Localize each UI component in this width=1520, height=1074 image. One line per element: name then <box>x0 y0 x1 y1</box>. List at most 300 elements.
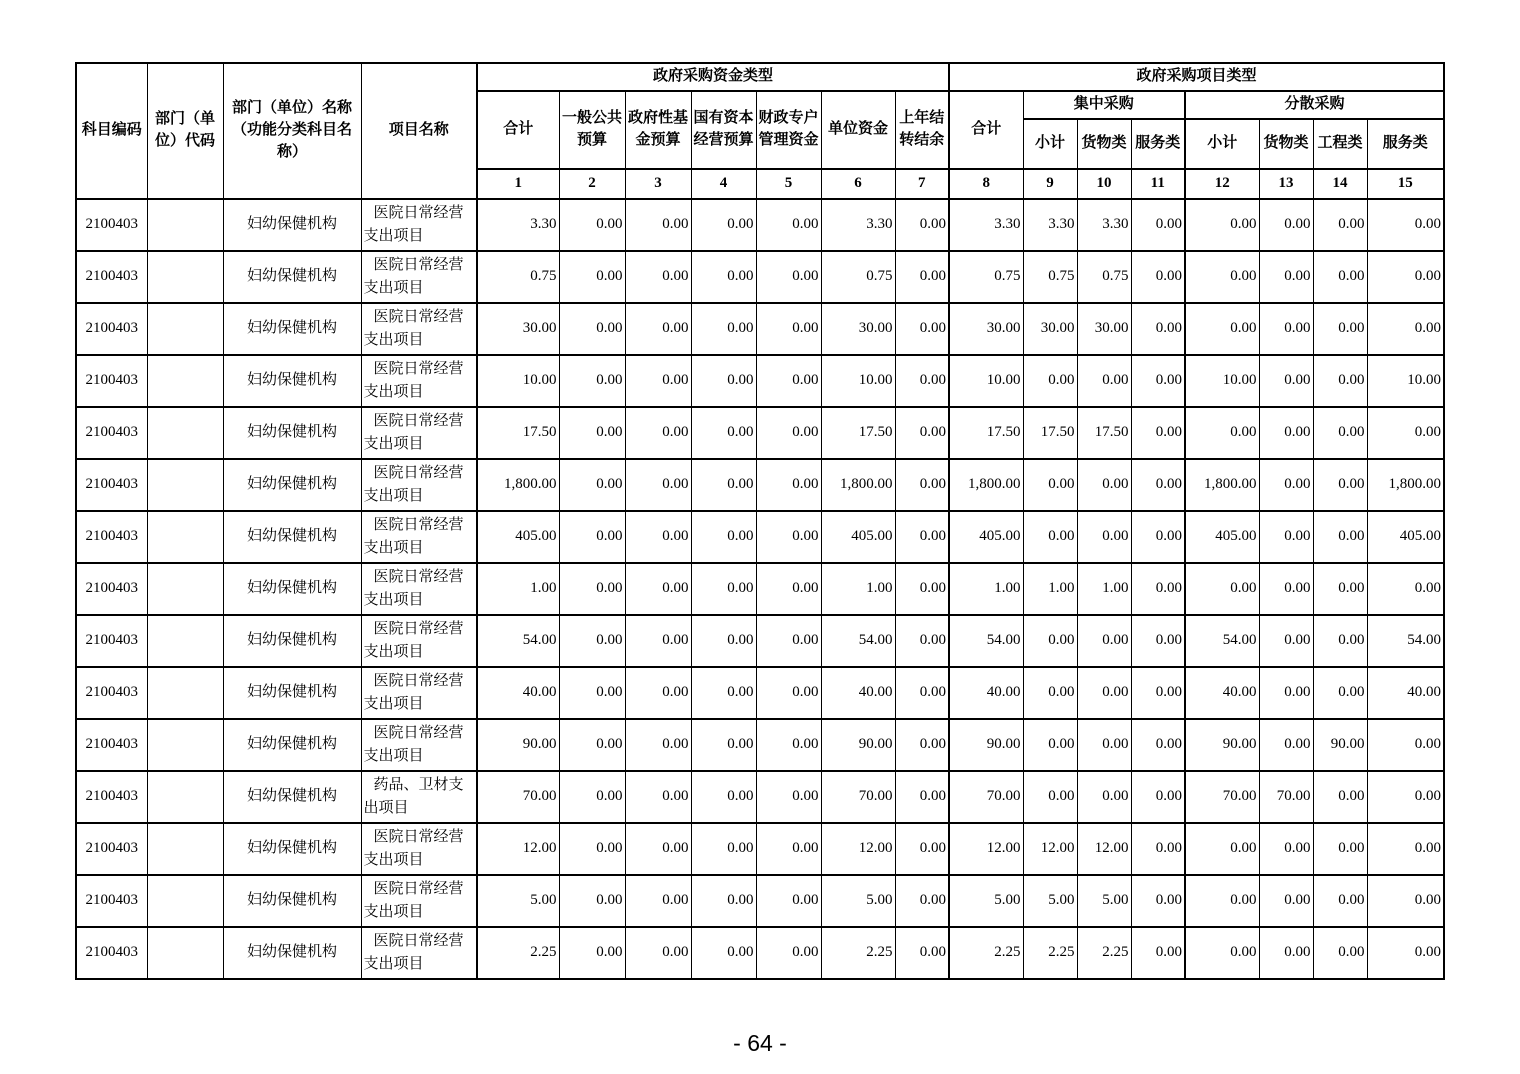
column-number: 5 <box>756 169 821 199</box>
cell-value: 0.75 <box>821 251 895 303</box>
cell-subject-code: 2100403 <box>76 823 147 875</box>
cell-value: 0.00 <box>691 823 756 875</box>
cell-value: 12.00 <box>821 823 895 875</box>
cell-value: 10.00 <box>1185 355 1259 407</box>
header-decentralized-services: 服务类 <box>1367 119 1444 169</box>
column-number: 9 <box>1023 169 1077 199</box>
cell-value: 0.00 <box>1259 667 1313 719</box>
cell-value: 0.75 <box>1077 251 1131 303</box>
budget-table-container <box>75 62 1443 980</box>
cell-value: 40.00 <box>477 667 559 719</box>
table-row <box>76 875 1444 927</box>
cell-value: 405.00 <box>821 511 895 563</box>
cell-value: 3.30 <box>821 199 895 251</box>
cell-dept-code <box>147 927 223 979</box>
cell-value: 0.00 <box>1077 355 1131 407</box>
cell-value: 0.00 <box>756 563 821 615</box>
table-row <box>76 199 1444 251</box>
cell-value: 0.00 <box>1313 407 1367 459</box>
table-row <box>76 719 1444 771</box>
cell-value: 0.00 <box>691 199 756 251</box>
cell-value: 0.00 <box>691 355 756 407</box>
cell-value: 0.00 <box>1023 771 1077 823</box>
cell-value: 54.00 <box>1185 615 1259 667</box>
cell-value: 0.00 <box>1023 511 1077 563</box>
cell-value: 70.00 <box>1259 771 1313 823</box>
cell-value: 12.00 <box>1077 823 1131 875</box>
cell-value: 0.00 <box>625 771 691 823</box>
cell-value: 0.00 <box>1259 511 1313 563</box>
cell-value: 0.00 <box>625 875 691 927</box>
cell-value: 0.00 <box>895 355 949 407</box>
cell-value: 0.00 <box>691 719 756 771</box>
cell-value: 0.00 <box>1367 875 1444 927</box>
cell-value: 0.00 <box>559 667 625 719</box>
cell-value: 0.00 <box>895 771 949 823</box>
cell-value: 0.00 <box>756 615 821 667</box>
cell-value: 0.00 <box>1367 407 1444 459</box>
cell-value: 0.00 <box>625 615 691 667</box>
cell-value: 0.00 <box>625 199 691 251</box>
cell-value: 405.00 <box>1185 511 1259 563</box>
cell-value: 0.00 <box>756 927 821 979</box>
cell-value: 30.00 <box>821 303 895 355</box>
cell-value: 0.00 <box>1259 823 1313 875</box>
cell-value: 10.00 <box>1367 355 1444 407</box>
cell-value: 30.00 <box>1077 303 1131 355</box>
cell-value: 10.00 <box>949 355 1023 407</box>
cell-value: 0.00 <box>895 251 949 303</box>
header-state-capital-budget: 国有资本经营预算 <box>691 91 756 169</box>
cell-value: 10.00 <box>477 355 559 407</box>
header-carryover: 上年结转结余 <box>895 91 949 169</box>
cell-dept-code <box>147 771 223 823</box>
cell-value: 5.00 <box>1023 875 1077 927</box>
cell-value: 0.00 <box>1023 615 1077 667</box>
table-row <box>76 927 1444 979</box>
cell-value: 0.00 <box>1023 459 1077 511</box>
cell-subject-code: 2100403 <box>76 251 147 303</box>
cell-value: 0.00 <box>625 667 691 719</box>
cell-dept-name: 妇幼保健机构 <box>223 355 361 407</box>
cell-value: 0.00 <box>756 303 821 355</box>
cell-project-name: 医院日常经营支出项目 <box>361 875 477 927</box>
cell-value: 0.00 <box>1131 615 1185 667</box>
cell-value: 0.00 <box>1313 667 1367 719</box>
cell-value: 54.00 <box>1367 615 1444 667</box>
table-row <box>76 771 1444 823</box>
cell-subject-code: 2100403 <box>76 199 147 251</box>
cell-value: 0.00 <box>1367 563 1444 615</box>
cell-value: 70.00 <box>821 771 895 823</box>
cell-value: 0.00 <box>559 719 625 771</box>
cell-dept-name: 妇幼保健机构 <box>223 719 361 771</box>
cell-value: 0.00 <box>559 459 625 511</box>
cell-value: 0.00 <box>756 355 821 407</box>
cell-value: 0.00 <box>756 875 821 927</box>
cell-value: 0.75 <box>1023 251 1077 303</box>
cell-value: 0.00 <box>756 199 821 251</box>
cell-dept-code <box>147 719 223 771</box>
cell-value: 0.00 <box>1131 927 1185 979</box>
cell-dept-name: 妇幼保健机构 <box>223 303 361 355</box>
cell-value: 0.00 <box>1185 303 1259 355</box>
cell-value: 0.00 <box>691 303 756 355</box>
cell-value: 0.00 <box>625 719 691 771</box>
cell-subject-code: 2100403 <box>76 667 147 719</box>
cell-value: 0.00 <box>895 199 949 251</box>
header-project-name: 项目名称 <box>361 63 477 199</box>
cell-value: 0.00 <box>1185 199 1259 251</box>
cell-value: 0.00 <box>559 615 625 667</box>
cell-value: 0.00 <box>691 927 756 979</box>
column-number: 10 <box>1077 169 1131 199</box>
cell-value: 0.00 <box>1259 355 1313 407</box>
cell-value: 2.25 <box>949 927 1023 979</box>
header-centralized-services: 服务类 <box>1131 119 1185 169</box>
cell-value: 1,800.00 <box>821 459 895 511</box>
cell-value: 30.00 <box>1023 303 1077 355</box>
cell-value: 0.00 <box>895 511 949 563</box>
cell-value: 2.25 <box>1023 927 1077 979</box>
cell-value: 54.00 <box>949 615 1023 667</box>
header-fund-total: 合计 <box>477 91 559 169</box>
cell-dept-name: 妇幼保健机构 <box>223 407 361 459</box>
table-row <box>76 667 1444 719</box>
cell-value: 0.00 <box>1367 823 1444 875</box>
cell-value: 0.00 <box>625 823 691 875</box>
table-row <box>76 251 1444 303</box>
table-row <box>76 459 1444 511</box>
cell-project-name: 医院日常经营支出项目 <box>361 615 477 667</box>
cell-value: 0.00 <box>1185 823 1259 875</box>
procurement-budget-table <box>75 62 1445 980</box>
cell-value: 90.00 <box>1313 719 1367 771</box>
cell-value: 0.00 <box>559 355 625 407</box>
cell-value: 0.00 <box>691 667 756 719</box>
cell-value: 0.00 <box>1023 355 1077 407</box>
cell-value: 0.00 <box>756 719 821 771</box>
cell-value: 0.00 <box>1131 303 1185 355</box>
cell-value: 0.00 <box>895 615 949 667</box>
cell-value: 0.00 <box>691 407 756 459</box>
cell-value: 17.50 <box>477 407 559 459</box>
cell-value: 10.00 <box>821 355 895 407</box>
cell-dept-code <box>147 355 223 407</box>
cell-subject-code: 2100403 <box>76 355 147 407</box>
cell-value: 0.00 <box>1077 771 1131 823</box>
cell-value: 0.00 <box>1259 563 1313 615</box>
cell-value: 0.00 <box>1131 719 1185 771</box>
cell-dept-name: 妇幼保健机构 <box>223 927 361 979</box>
cell-value: 405.00 <box>949 511 1023 563</box>
cell-subject-code: 2100403 <box>76 875 147 927</box>
cell-value: 0.00 <box>625 459 691 511</box>
cell-value: 0.00 <box>895 303 949 355</box>
cell-value: 0.00 <box>1131 875 1185 927</box>
cell-value: 90.00 <box>477 719 559 771</box>
header-project-type-group: 政府采购项目类型 <box>949 63 1444 91</box>
header-centralized-subtotal: 小计 <box>1023 119 1077 169</box>
cell-dept-code <box>147 303 223 355</box>
column-number: 3 <box>625 169 691 199</box>
cell-value: 40.00 <box>1367 667 1444 719</box>
cell-value: 0.00 <box>895 927 949 979</box>
header-centralized-goods: 货物类 <box>1077 119 1131 169</box>
cell-value: 0.00 <box>559 407 625 459</box>
table-body <box>76 199 1444 979</box>
column-number: 7 <box>895 169 949 199</box>
cell-subject-code: 2100403 <box>76 563 147 615</box>
cell-value: 0.00 <box>1367 771 1444 823</box>
cell-value: 0.00 <box>1131 667 1185 719</box>
header-decentralized-group: 分散采购 <box>1185 91 1444 119</box>
cell-dept-name: 妇幼保健机构 <box>223 615 361 667</box>
cell-project-name: 医院日常经营支出项目 <box>361 927 477 979</box>
cell-value: 0.00 <box>559 251 625 303</box>
cell-dept-name: 妇幼保健机构 <box>223 667 361 719</box>
cell-value: 0.00 <box>559 875 625 927</box>
cell-value: 70.00 <box>477 771 559 823</box>
cell-value: 3.30 <box>1077 199 1131 251</box>
column-number: 15 <box>1367 169 1444 199</box>
column-number: 11 <box>1131 169 1185 199</box>
cell-value: 1.00 <box>949 563 1023 615</box>
cell-value: 0.00 <box>895 823 949 875</box>
column-number: 14 <box>1313 169 1367 199</box>
cell-value: 0.00 <box>1367 719 1444 771</box>
table-row <box>76 511 1444 563</box>
cell-value: 0.00 <box>1367 303 1444 355</box>
cell-value: 0.00 <box>1077 667 1131 719</box>
cell-value: 0.00 <box>1185 563 1259 615</box>
table-row <box>76 355 1444 407</box>
cell-value: 90.00 <box>821 719 895 771</box>
cell-value: 0.00 <box>1259 927 1313 979</box>
cell-value: 0.00 <box>895 667 949 719</box>
table-row <box>76 407 1444 459</box>
cell-value: 54.00 <box>477 615 559 667</box>
cell-value: 0.00 <box>1077 615 1131 667</box>
cell-value: 0.00 <box>1131 823 1185 875</box>
cell-value: 0.00 <box>1259 199 1313 251</box>
cell-value: 0.00 <box>1077 459 1131 511</box>
cell-value: 0.00 <box>559 303 625 355</box>
cell-value: 0.00 <box>1367 251 1444 303</box>
header-fund-type-group: 政府采购资金类型 <box>477 63 949 91</box>
cell-value: 12.00 <box>1023 823 1077 875</box>
cell-project-name: 医院日常经营支出项目 <box>361 303 477 355</box>
cell-value: 0.00 <box>756 251 821 303</box>
cell-value: 0.00 <box>1313 563 1367 615</box>
cell-value: 0.00 <box>1131 199 1185 251</box>
cell-value: 3.30 <box>477 199 559 251</box>
column-number: 2 <box>559 169 625 199</box>
cell-value: 90.00 <box>949 719 1023 771</box>
column-number: 13 <box>1259 169 1313 199</box>
column-number: 12 <box>1185 169 1259 199</box>
cell-value: 0.00 <box>1023 719 1077 771</box>
cell-value: 2.25 <box>821 927 895 979</box>
cell-value: 3.30 <box>1023 199 1077 251</box>
cell-value: 0.00 <box>1023 667 1077 719</box>
cell-dept-name: 妇幼保健机构 <box>223 823 361 875</box>
cell-value: 0.00 <box>1313 355 1367 407</box>
cell-dept-code <box>147 823 223 875</box>
cell-value: 1,800.00 <box>1185 459 1259 511</box>
header-dept-code: 部门（单位）代码 <box>147 63 223 199</box>
cell-value: 0.00 <box>1259 459 1313 511</box>
cell-value: 0.00 <box>1077 719 1131 771</box>
cell-dept-code <box>147 459 223 511</box>
cell-value: 405.00 <box>477 511 559 563</box>
cell-value: 0.00 <box>625 303 691 355</box>
cell-value: 1.00 <box>1023 563 1077 615</box>
cell-value: 1.00 <box>1077 563 1131 615</box>
cell-value: 17.50 <box>949 407 1023 459</box>
cell-value: 40.00 <box>821 667 895 719</box>
cell-value: 0.00 <box>1131 355 1185 407</box>
cell-project-name: 医院日常经营支出项目 <box>361 667 477 719</box>
cell-project-name: 医院日常经营支出项目 <box>361 823 477 875</box>
cell-value: 0.00 <box>691 511 756 563</box>
cell-value: 30.00 <box>949 303 1023 355</box>
cell-project-name: 医院日常经营支出项目 <box>361 719 477 771</box>
cell-value: 0.00 <box>1185 927 1259 979</box>
cell-dept-code <box>147 667 223 719</box>
cell-value: 0.00 <box>1259 251 1313 303</box>
cell-value: 1,800.00 <box>1367 459 1444 511</box>
column-number: 1 <box>477 169 559 199</box>
cell-value: 0.00 <box>625 511 691 563</box>
cell-value: 0.00 <box>756 511 821 563</box>
table-row <box>76 823 1444 875</box>
cell-value: 0.00 <box>559 823 625 875</box>
cell-subject-code: 2100403 <box>76 459 147 511</box>
cell-project-name: 医院日常经营支出项目 <box>361 563 477 615</box>
cell-value: 0.00 <box>625 927 691 979</box>
header-dept-name: 部门（单位）名称（功能分类科目名称） <box>223 63 361 199</box>
cell-value: 17.50 <box>821 407 895 459</box>
cell-project-name: 医院日常经营支出项目 <box>361 407 477 459</box>
cell-project-name: 医院日常经营支出项目 <box>361 199 477 251</box>
cell-value: 0.00 <box>625 563 691 615</box>
cell-value: 1.00 <box>477 563 559 615</box>
column-number: 6 <box>821 169 895 199</box>
cell-value: 30.00 <box>477 303 559 355</box>
cell-value: 0.00 <box>625 355 691 407</box>
cell-project-name: 药品、卫材支出项目 <box>361 771 477 823</box>
cell-value: 0.00 <box>1131 407 1185 459</box>
cell-value: 0.00 <box>756 407 821 459</box>
column-number: 8 <box>949 169 1023 199</box>
cell-value: 0.00 <box>756 459 821 511</box>
header-govt-fund-budget: 政府性基金预算 <box>625 91 691 169</box>
cell-value: 90.00 <box>1185 719 1259 771</box>
header-row-groups <box>76 63 1444 91</box>
cell-value: 0.00 <box>1367 927 1444 979</box>
header-unit-funds: 单位资金 <box>821 91 895 169</box>
cell-value: 17.50 <box>1077 407 1131 459</box>
cell-dept-code <box>147 511 223 563</box>
cell-value: 0.00 <box>1313 303 1367 355</box>
cell-value: 0.00 <box>559 563 625 615</box>
cell-value: 12.00 <box>949 823 1023 875</box>
cell-value: 5.00 <box>949 875 1023 927</box>
column-number: 4 <box>691 169 756 199</box>
cell-value: 5.00 <box>477 875 559 927</box>
cell-value: 2.25 <box>1077 927 1131 979</box>
cell-value: 40.00 <box>949 667 1023 719</box>
cell-value: 0.00 <box>895 719 949 771</box>
cell-dept-name: 妇幼保健机构 <box>223 511 361 563</box>
cell-value: 0.00 <box>691 875 756 927</box>
cell-value: 0.00 <box>1259 303 1313 355</box>
cell-value: 0.00 <box>1185 875 1259 927</box>
cell-project-name: 医院日常经营支出项目 <box>361 459 477 511</box>
cell-value: 0.00 <box>1313 459 1367 511</box>
cell-value: 0.00 <box>1131 459 1185 511</box>
cell-subject-code: 2100403 <box>76 719 147 771</box>
cell-value: 1,800.00 <box>949 459 1023 511</box>
cell-dept-name: 妇幼保健机构 <box>223 771 361 823</box>
cell-value: 0.00 <box>1313 615 1367 667</box>
cell-value: 5.00 <box>821 875 895 927</box>
cell-subject-code: 2100403 <box>76 407 147 459</box>
cell-value: 0.00 <box>1259 719 1313 771</box>
cell-value: 1.00 <box>821 563 895 615</box>
cell-dept-code <box>147 615 223 667</box>
cell-dept-code <box>147 563 223 615</box>
cell-value: 0.00 <box>625 251 691 303</box>
cell-dept-code <box>147 407 223 459</box>
cell-value: 12.00 <box>477 823 559 875</box>
cell-value: 0.00 <box>625 407 691 459</box>
cell-value: 0.00 <box>1313 927 1367 979</box>
cell-value: 40.00 <box>1185 667 1259 719</box>
cell-value: 0.75 <box>477 251 559 303</box>
cell-value: 5.00 <box>1077 875 1131 927</box>
cell-value: 0.00 <box>559 511 625 563</box>
cell-value: 0.00 <box>559 927 625 979</box>
cell-value: 0.00 <box>559 771 625 823</box>
cell-value: 1,800.00 <box>477 459 559 511</box>
table-row <box>76 303 1444 355</box>
cell-value: 0.00 <box>559 199 625 251</box>
cell-value: 0.00 <box>1131 511 1185 563</box>
header-subject-code: 科目编码 <box>76 63 147 199</box>
cell-value: 0.75 <box>949 251 1023 303</box>
cell-value: 70.00 <box>949 771 1023 823</box>
cell-value: 0.00 <box>691 251 756 303</box>
cell-value: 17.50 <box>1023 407 1077 459</box>
cell-value: 0.00 <box>1313 199 1367 251</box>
cell-value: 0.00 <box>1259 875 1313 927</box>
cell-value: 0.00 <box>895 563 949 615</box>
cell-value: 0.00 <box>691 615 756 667</box>
cell-value: 0.00 <box>1259 615 1313 667</box>
cell-value: 0.00 <box>1313 875 1367 927</box>
cell-value: 0.00 <box>691 771 756 823</box>
cell-project-name: 医院日常经营支出项目 <box>361 251 477 303</box>
page-number: - 64 - <box>733 1030 787 1056</box>
cell-subject-code: 2100403 <box>76 511 147 563</box>
cell-subject-code: 2100403 <box>76 771 147 823</box>
cell-value: 2.25 <box>477 927 559 979</box>
cell-value: 3.30 <box>949 199 1023 251</box>
cell-subject-code: 2100403 <box>76 303 147 355</box>
cell-dept-name: 妇幼保健机构 <box>223 563 361 615</box>
